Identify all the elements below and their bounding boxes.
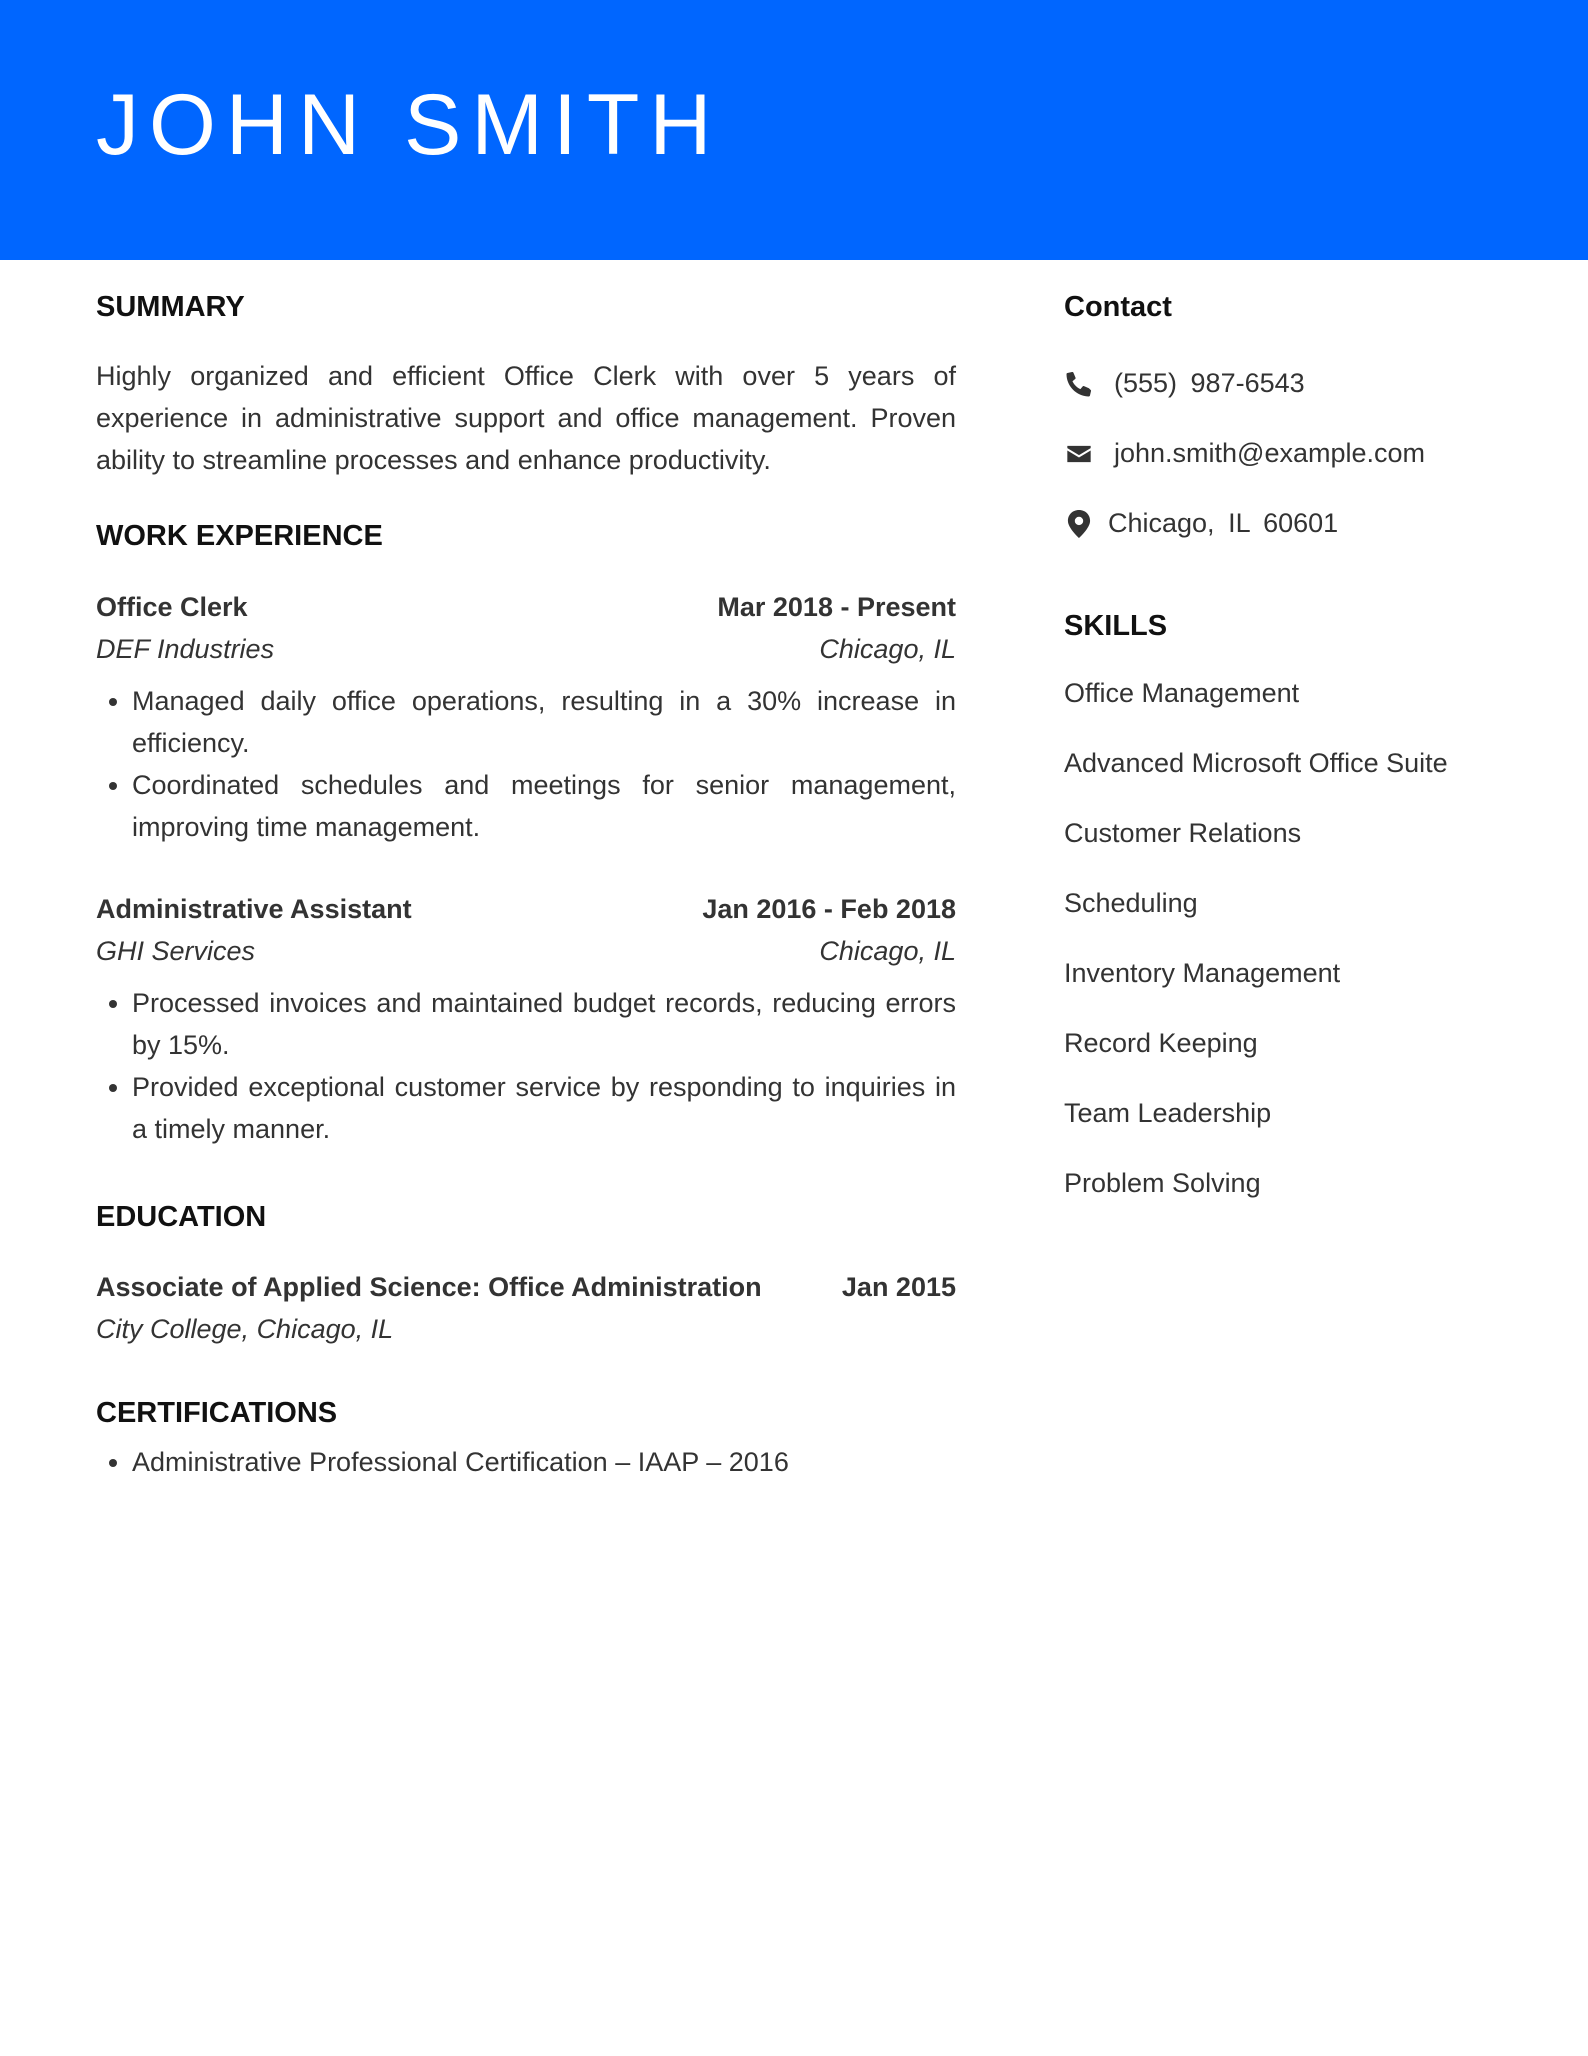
job-location: Chicago, IL [819, 935, 956, 966]
main-column [96, 290, 956, 1483]
summary-heading: SUMMARY [96, 291, 245, 323]
job-entry [96, 586, 956, 848]
job-bullet: • Provided exceptional customer service by responding to inquiries in a timely manner. [132, 1066, 956, 1150]
job-company: GHI Services [96, 935, 256, 966]
contact-email-text: john.smith@example.com [1114, 438, 1426, 469]
header-banner [0, 0, 1588, 260]
skill-item: Advanced Microsoft Office Suite [1064, 747, 1448, 778]
job-location: Chicago, IL [819, 633, 956, 664]
school: City College, Chicago, IL [96, 1314, 394, 1345]
certification-item: • Administrative Professional Certification – IAAP – 2016 [132, 1441, 956, 1483]
job-role: Office Clerk [96, 591, 248, 622]
job-bullet: • Coordinated schedules and meetings for senior management, improving time management. [132, 764, 956, 848]
map-pin-icon [1064, 509, 1094, 539]
job-dates: Jan 2016 - Feb 2018 [702, 893, 956, 924]
job-role: Administrative Assistant [96, 893, 412, 924]
job-bullets [96, 982, 956, 1150]
education-heading: EDUCATION [96, 1200, 267, 1233]
contact-location [1064, 503, 1524, 545]
sidebar-column [1064, 290, 1524, 1204]
job-entry [96, 888, 956, 1150]
work-experience-heading: WORK EXPERIENCE [96, 519, 383, 552]
job-bullets [96, 680, 956, 848]
education-date: Jan 2015 [841, 1272, 956, 1303]
contact-email [1064, 433, 1524, 475]
job-bullet: • Processed invoices and maintained budget records, reducing errors by 15%. [132, 982, 956, 1066]
contact-phone [1064, 363, 1524, 405]
contact-location-text: Chicago, IL 60601 [1108, 508, 1339, 539]
job-company: DEF Industries [96, 633, 275, 664]
certifications-list [96, 1441, 956, 1483]
contact-heading: Contact [1064, 291, 1172, 323]
phone-icon [1064, 369, 1094, 399]
skill-item: Problem Solving [1064, 1167, 1261, 1198]
skill-item: Team Leadership [1064, 1097, 1272, 1128]
skill-item: Inventory Management [1064, 957, 1341, 988]
skill-item: Office Management [1064, 677, 1300, 708]
summary-text: Highly organized and efficient Office Clerk with over 5 years of experience in administrative support and office management. Proven ability to streamline processes and enhance productivity. [96, 360, 956, 475]
degree: Associate of Applied Science: Office Administration [96, 1272, 762, 1303]
contact-phone-text: (555) 987-6543 [1114, 368, 1305, 399]
candidate-name: JOHN SMITH [96, 77, 722, 173]
education-entry [96, 1266, 956, 1350]
skill-item: Record Keeping [1064, 1027, 1258, 1058]
job-bullet: • Managed daily office operations, resulting in a 30% increase in efficiency. [132, 680, 956, 764]
envelope-icon [1064, 439, 1094, 469]
job-dates: Mar 2018 - Present [717, 591, 956, 622]
skill-item: Customer Relations [1064, 817, 1302, 848]
skills-heading: SKILLS [1064, 609, 1168, 642]
skill-item: Scheduling [1064, 887, 1198, 918]
certifications-heading: CERTIFICATIONS [96, 1397, 338, 1430]
